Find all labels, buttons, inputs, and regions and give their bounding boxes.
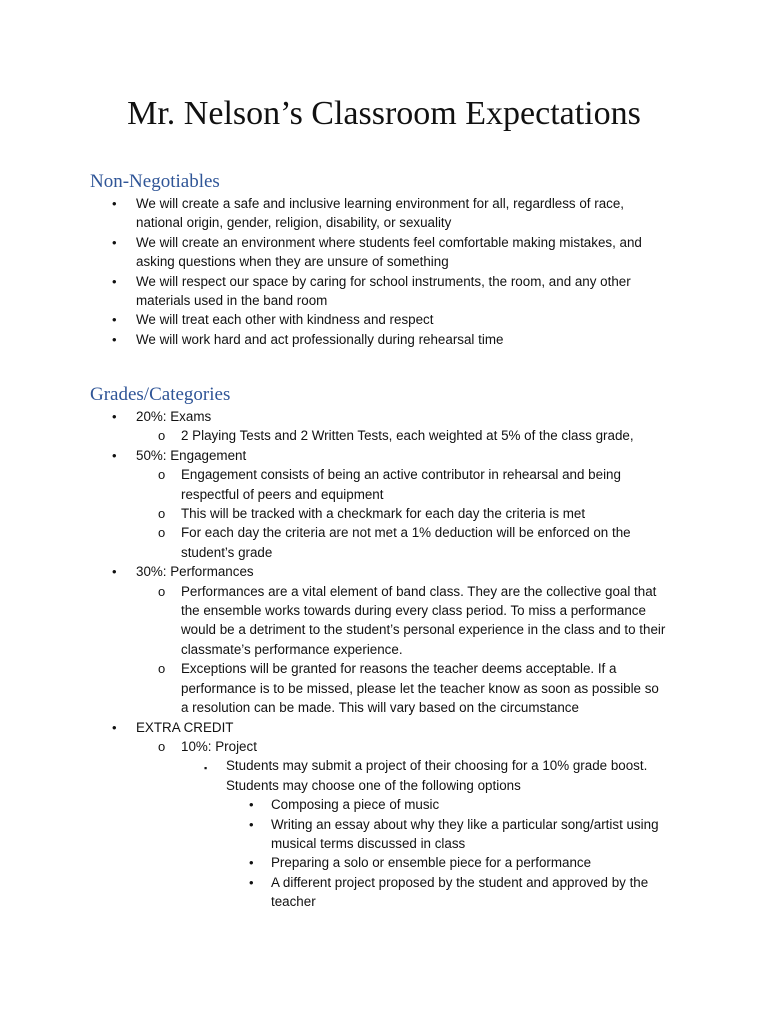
bullet-icon: •	[112, 234, 117, 250]
list-item	[0, 659, 768, 717]
list-item-text: Preparing a solo or ensemble piece for a performance	[271, 855, 592, 871]
list-item-text: 2 Playing Tests and 2 Written Tests, each weighted at 5% of the class grade,	[181, 428, 634, 444]
list-item-text: We will treat each other with kindness and respect	[136, 312, 434, 328]
list-item-text: 10%: Project	[181, 738, 257, 754]
list-item	[0, 330, 768, 349]
circle-bullet-icon: o	[158, 738, 166, 754]
project-option	[0, 873, 768, 912]
bullet-icon: •	[112, 719, 117, 735]
bullet-icon: •	[112, 273, 117, 289]
list-item-text: Engagement consists of being an active contributor in rehearsal and being respectful of peers and equipment	[181, 467, 621, 502]
bullet-icon: •	[112, 564, 117, 580]
list-item	[0, 194, 768, 233]
section-heading-non-negotiables: Non-Negotiables	[90, 171, 220, 192]
page-title: Mr. Nelson’s Classroom Expectations	[127, 95, 641, 132]
bullet-icon: •	[249, 816, 254, 832]
circle-bullet-icon: o	[158, 583, 166, 599]
circle-bullet-icon: o	[158, 467, 166, 483]
list-item-text: A different project proposed by the student and approved by the teacher	[271, 874, 649, 910]
project-option	[0, 795, 768, 814]
grade-category-performances	[0, 562, 768, 581]
circle-bullet-icon: o	[158, 428, 166, 444]
bullet-icon: •	[112, 312, 117, 328]
grade-category-engagement	[0, 446, 768, 465]
list-item	[0, 272, 768, 311]
grade-category-exams	[0, 407, 768, 426]
grades-categories-list	[0, 407, 768, 912]
list-item	[0, 737, 768, 756]
circle-bullet-icon: o	[158, 506, 166, 522]
circle-bullet-icon: o	[158, 525, 166, 541]
list-item	[0, 233, 768, 272]
list-item-text: Writing an essay about why they like a particular song/artist using musical terms discussed in class	[271, 816, 659, 851]
list-item-text: Composing a piece of music	[271, 797, 440, 813]
project-option	[0, 815, 768, 854]
list-item	[0, 504, 768, 523]
category-label: 20%: Exams	[136, 409, 212, 424]
bullet-icon: •	[112, 409, 117, 424]
bullet-icon: •	[249, 855, 254, 871]
bullet-icon: •	[112, 196, 117, 211]
non-negotiables-list	[0, 194, 768, 349]
bullet-icon: •	[112, 447, 117, 463]
section-heading-grades-categories: Grades/Categories	[90, 384, 231, 405]
project-option	[0, 853, 768, 872]
list-item-text: Exceptions will be granted for reasons the teacher deems acceptable. If a performance is to be missed, please let the teacher know as soon as possible so a resolution can be made. This will vary based on the circumstance	[181, 661, 659, 716]
bullet-icon: •	[249, 797, 254, 813]
list-item	[0, 523, 768, 562]
category-label: 30%: Performances	[136, 564, 254, 580]
list-item-text: We will work hard and act professionally during rehearsal time	[136, 331, 504, 347]
circle-bullet-icon: o	[158, 661, 166, 677]
category-label: EXTRA CREDIT	[136, 719, 234, 735]
list-item-text: Students may submit a project of their choosing for a 10% grade boost. Students may choose one of the following options	[226, 758, 648, 793]
square-bullet-icon: ▪	[204, 763, 208, 774]
list-item	[0, 465, 768, 504]
grade-category-extra-credit	[0, 718, 768, 737]
list-item-text: Performances are a vital element of band class. They are the collective goal that the ensemble works towards during every class period. To miss a performance would be a detriment to the student’s personal experience in the class and to their classmate’s performance experience.	[181, 583, 666, 657]
list-item	[0, 310, 768, 329]
bullet-icon: •	[249, 874, 254, 890]
list-item	[0, 426, 768, 445]
list-item-text: We will create a safe and inclusive learning environment for all, regardless of race, national origin, gender, religion, disability, or sexuality	[136, 196, 625, 231]
list-item-text: We will create an environment where students feel comfortable making mistakes, and asking questions when they are unsure of something	[136, 234, 642, 270]
list-item	[0, 582, 768, 660]
list-item	[0, 756, 768, 795]
bullet-icon: •	[112, 331, 117, 347]
list-item-text: This will be tracked with a checkmark for each day the criteria is met	[181, 506, 586, 522]
list-item-text: We will respect our space by caring for school instruments, the room, and any other materials used in the band room	[136, 273, 631, 309]
list-item-text: For each day the criteria are not met a 1% deduction will be enforced on the student’s grade	[181, 525, 631, 560]
category-label: 50%: Engagement	[136, 447, 247, 463]
